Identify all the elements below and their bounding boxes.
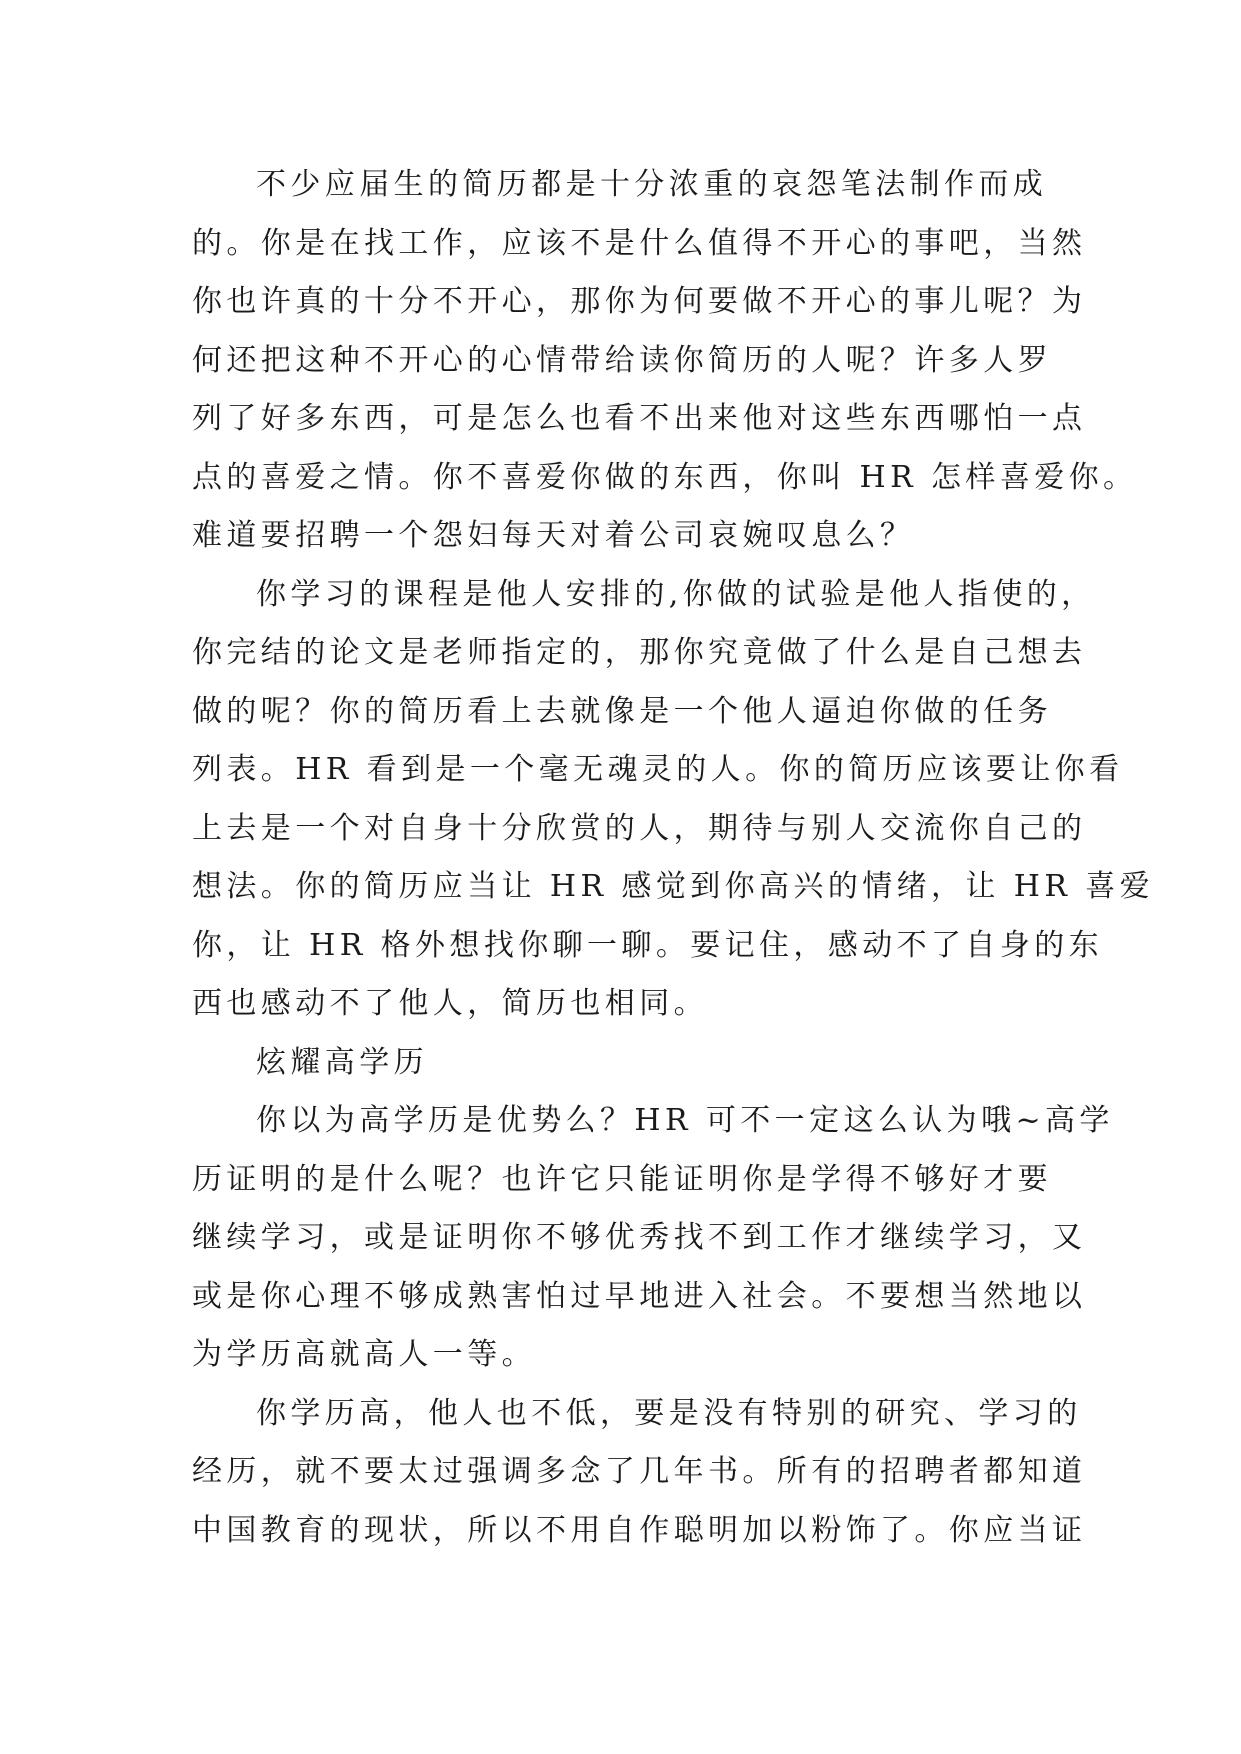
text-line: 你完结的论文是老师指定的，那你究竟做了什么是自己想去 — [192, 635, 1087, 670]
text-line: 你也许真的十分不开心，那你为何要做不开心的事儿呢？为 — [192, 284, 1087, 319]
text-line: 西也感动不了他人，简历也相同。 — [192, 986, 708, 1021]
text-line: 继续学习，或是证明你不够优秀找不到工作才继续学习，又 — [192, 1220, 1087, 1255]
document-body — [192, 156, 1155, 1560]
text-line: 经历，就不要太过强调多念了几年书。所有的招聘者都知道 — [192, 1454, 1087, 1489]
text-line: 为学历高就高人一等。 — [192, 1337, 536, 1372]
paragraph-self-driven — [192, 566, 1155, 1034]
text-line: 上去是一个对自身十分欣赏的人，期待与别人交流你自己的 — [192, 810, 1087, 846]
section-heading — [192, 1034, 1052, 1093]
text-line: 的。你是在找工作，应该不是什么值得不开心的事吧，当然 — [192, 225, 1087, 261]
text-line: 难道要招聘一个怨妇每天对着公司哀婉叹息么？ — [192, 518, 915, 553]
text-line: 列表。HR 看到是一个毫无魂灵的人。你的简历应该要让你看 — [192, 752, 1124, 787]
text-line: 你学历高，他人也不低，要是没有特别的研究、学习的 — [256, 1395, 1082, 1431]
section-heading-text: 炫耀高学历 — [256, 1044, 428, 1080]
text-line: 何还把这种不开心的心情带给读你简历的人呢？许多人罗 — [192, 342, 1052, 378]
text-line: 或是你心理不够成熟害怕过早地进入社会。不要想当然地以 — [192, 1278, 1087, 1314]
text-line: 做的呢？你的简历看上去就像是一个他人逼迫你做的任务 — [192, 693, 1052, 729]
paragraph-high-degree — [192, 1092, 1114, 1385]
text-line: 你以为高学历是优势么？HR 可不一定这么认为哦~高学 — [256, 1103, 1114, 1138]
text-line: 历证明的是什么呢？也许它只能证明你是学得不够好才要 — [192, 1161, 1052, 1197]
text-line: 中国教育的现状，所以不用自作聪明加以粉饰了。你应当证 — [192, 1512, 1087, 1548]
text-line: 列了好多东西，可是怎么也看不出来他对这些东西哪怕一点 — [192, 401, 1087, 436]
text-line: 你学习的课程是他人安排的,你做的试验是他人指使的， — [256, 576, 1096, 612]
text-line: 你，让 HR 格外想找你聊一聊。要记住，感动不了自身的东 — [192, 927, 1104, 963]
text-line: 想法。你的简历应当让 HR 感觉到你高兴的情绪，让 HR 喜爱 — [192, 869, 1155, 904]
paragraph-resume-tone — [192, 156, 1138, 566]
text-line: 点的喜爱之情。你不喜爱你做的东西，你叫 HR 怎样喜爱你。 — [192, 459, 1138, 495]
paragraph-education-status — [192, 1385, 1087, 1561]
text-line: 不少应届生的简历都是十分浓重的哀怨笔法制作而成 — [256, 167, 1048, 202]
